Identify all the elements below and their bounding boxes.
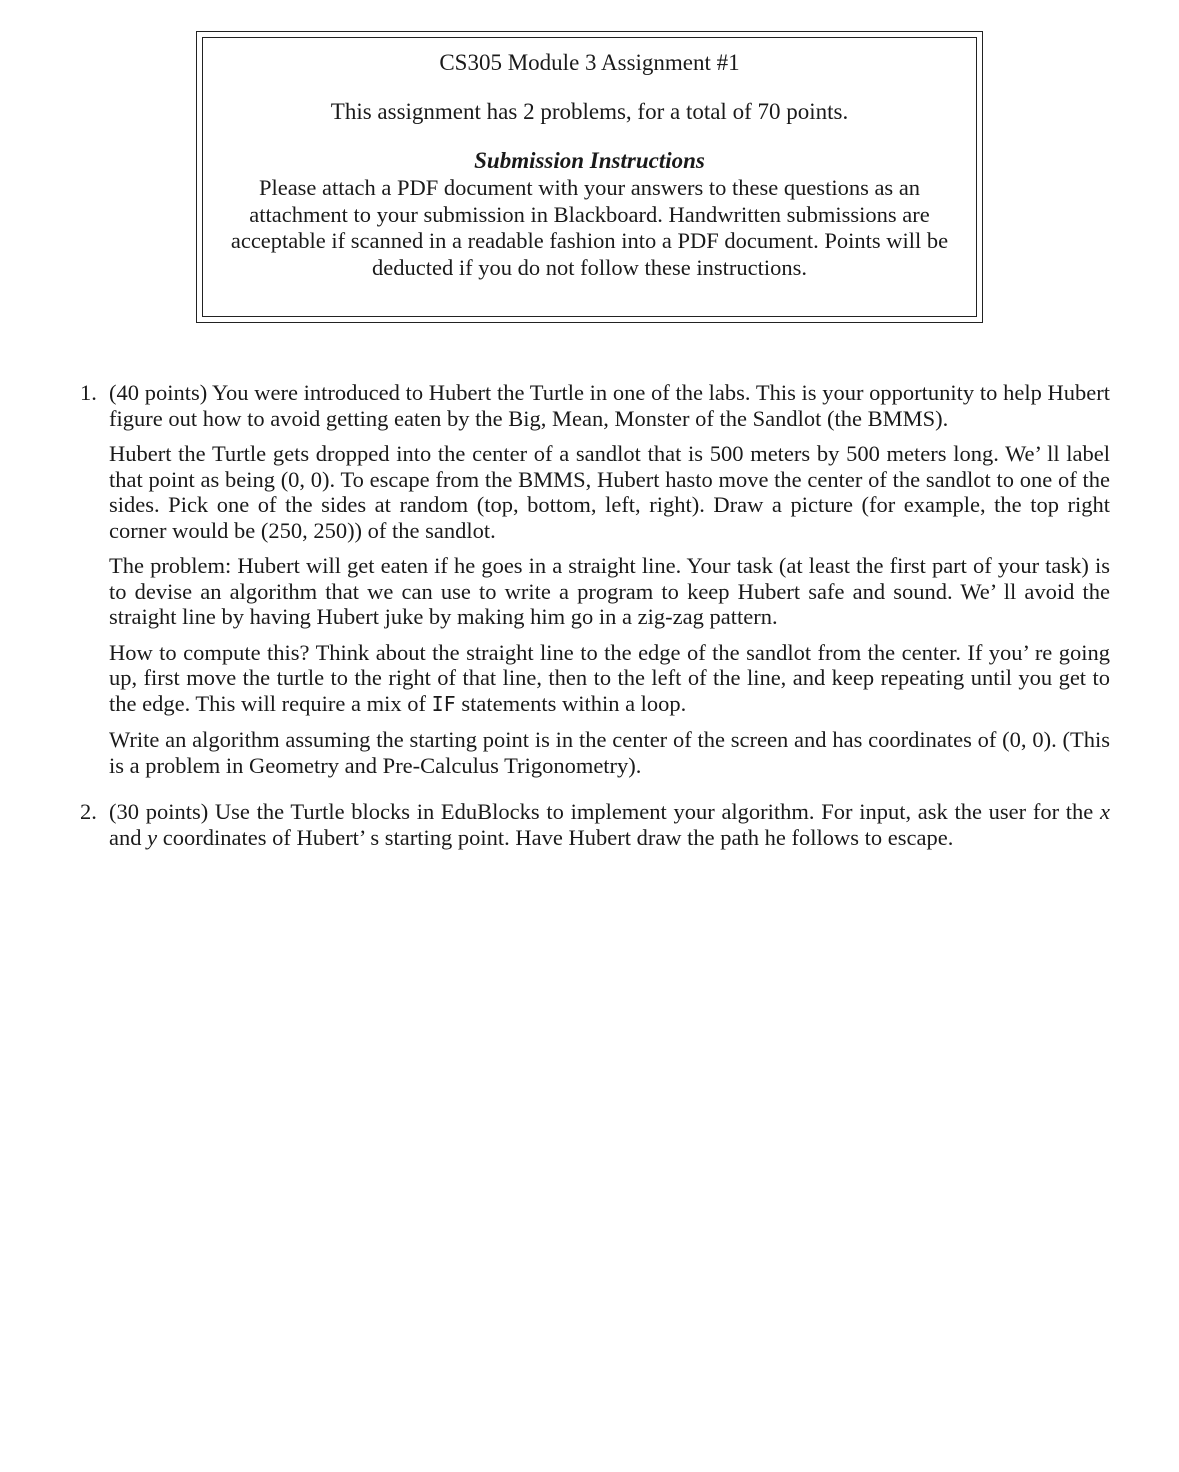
problem-number: 2. (80, 799, 97, 824)
instructions-heading: Submission Instructions (474, 148, 705, 173)
header-box (196, 31, 983, 323)
problem-paragraph-with-code (109, 640, 1110, 718)
text-segment: coordinates of Hubert’ s starting point. Have Hubert draw the path he follows to escape. (157, 824, 954, 850)
problem-paragraph: The problem: Hubert will get eaten if he goes in a straight line. Your task (at least the first part of your task) is to devise an algorithm that we can use to write a program to keep Hubert safe and sound. We’ ll avoid the straight line by having Hubert juke by making him go in a zig-zag pattern. (109, 553, 1110, 629)
document-subtitle: This assignment has 2 problems, for a total of 70 points. (330, 99, 849, 124)
header-inner-frame (202, 37, 977, 317)
text-segment: How to compute this? Think about the straight line to the edge of the sandlot from the center. If you’ re going up, first move the turtle to the right of that line, then to the left of the line, and keep repeating until you get to the edge. This will require a mix of (109, 639, 1110, 716)
problem-paragraph: (40 points) You were introduced to Hubert the Turtle in one of the labs. This is your opportunity to help Hubert figure out how to avoid getting eaten by the Big, Mean, Monster of the Sandlot (the BMMS). (109, 380, 1110, 431)
instructions-body: Please attach a PDF document with your answers to these questions as an attachment to your submission in Blackboard. Handwritten submissions are acceptable if scanned in a readable fashion into a PDF document. Points will be deducted if you do not follow these instructions. (230, 175, 949, 280)
problem-body (109, 380, 1110, 788)
problem-body (109, 799, 1110, 860)
math-variable-x: x (1100, 799, 1110, 824)
problem-paragraph (109, 799, 1110, 850)
problem-1 (80, 380, 1110, 788)
text-segment: (30 points) Use the Turtle blocks in EduBlocks to implement your algorithm. For input, ask the user for the (109, 799, 1100, 824)
document-title: CS305 Module 3 Assignment #1 (439, 50, 740, 75)
problem-number: 1. (80, 380, 97, 405)
text-segment: and (109, 824, 148, 850)
text-segment: statements within a loop. (455, 690, 687, 716)
problem-2 (80, 799, 1110, 860)
problem-paragraph: Hubert the Turtle gets dropped into the center of a sandlot that is 500 meters by 500 meters long. We’ ll label that point as being (0, 0). To escape from the BMMS, Hubert hasto move the center of the sandlot to one of the sides. Pick one of the sides at random (top, bottom, left, right). Draw a picture (for example, the top right corner would be (250, 250)) of the sandlot. (109, 441, 1110, 543)
math-variable-y: y (147, 824, 158, 850)
problem-paragraph: Write an algorithm assuming the starting point is in the center of the screen and has coordinates of (0, 0). (This is a problem in Geometry and Pre-Calculus Trigonometry). (109, 727, 1110, 778)
problem-list (80, 380, 1110, 871)
code-keyword: IF (431, 691, 456, 716)
